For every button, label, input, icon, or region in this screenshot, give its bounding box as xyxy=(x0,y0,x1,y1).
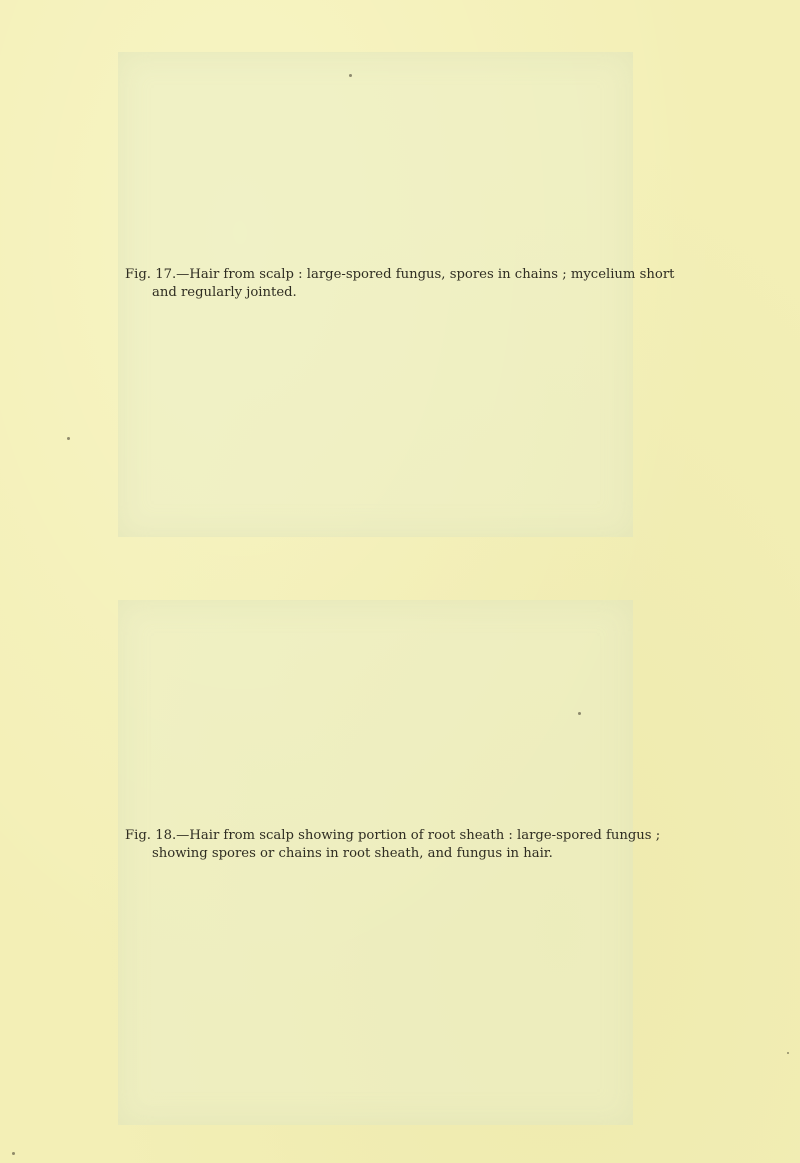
figure-18-label: Fig. 18. xyxy=(125,828,177,843)
figure-17-label: Fig. 17. xyxy=(125,267,177,282)
paper-speck xyxy=(67,437,70,440)
figure-17-caption xyxy=(125,266,695,302)
figure-18-caption xyxy=(125,827,695,863)
paper-speck xyxy=(578,712,581,715)
figure-17-text: —Hair from scalp : large-spored fungus, spores in chains ; mycelium short and regularly jointed. xyxy=(152,267,675,300)
paper-speck xyxy=(12,1152,15,1155)
paper-speck xyxy=(787,1052,789,1054)
figure-18-text: —Hair from scalp showing portion of root sheath : large-spored fungus ; showing spores or chains in root sheath, and fungus in hair. xyxy=(152,828,661,861)
paper-speck xyxy=(349,74,352,77)
